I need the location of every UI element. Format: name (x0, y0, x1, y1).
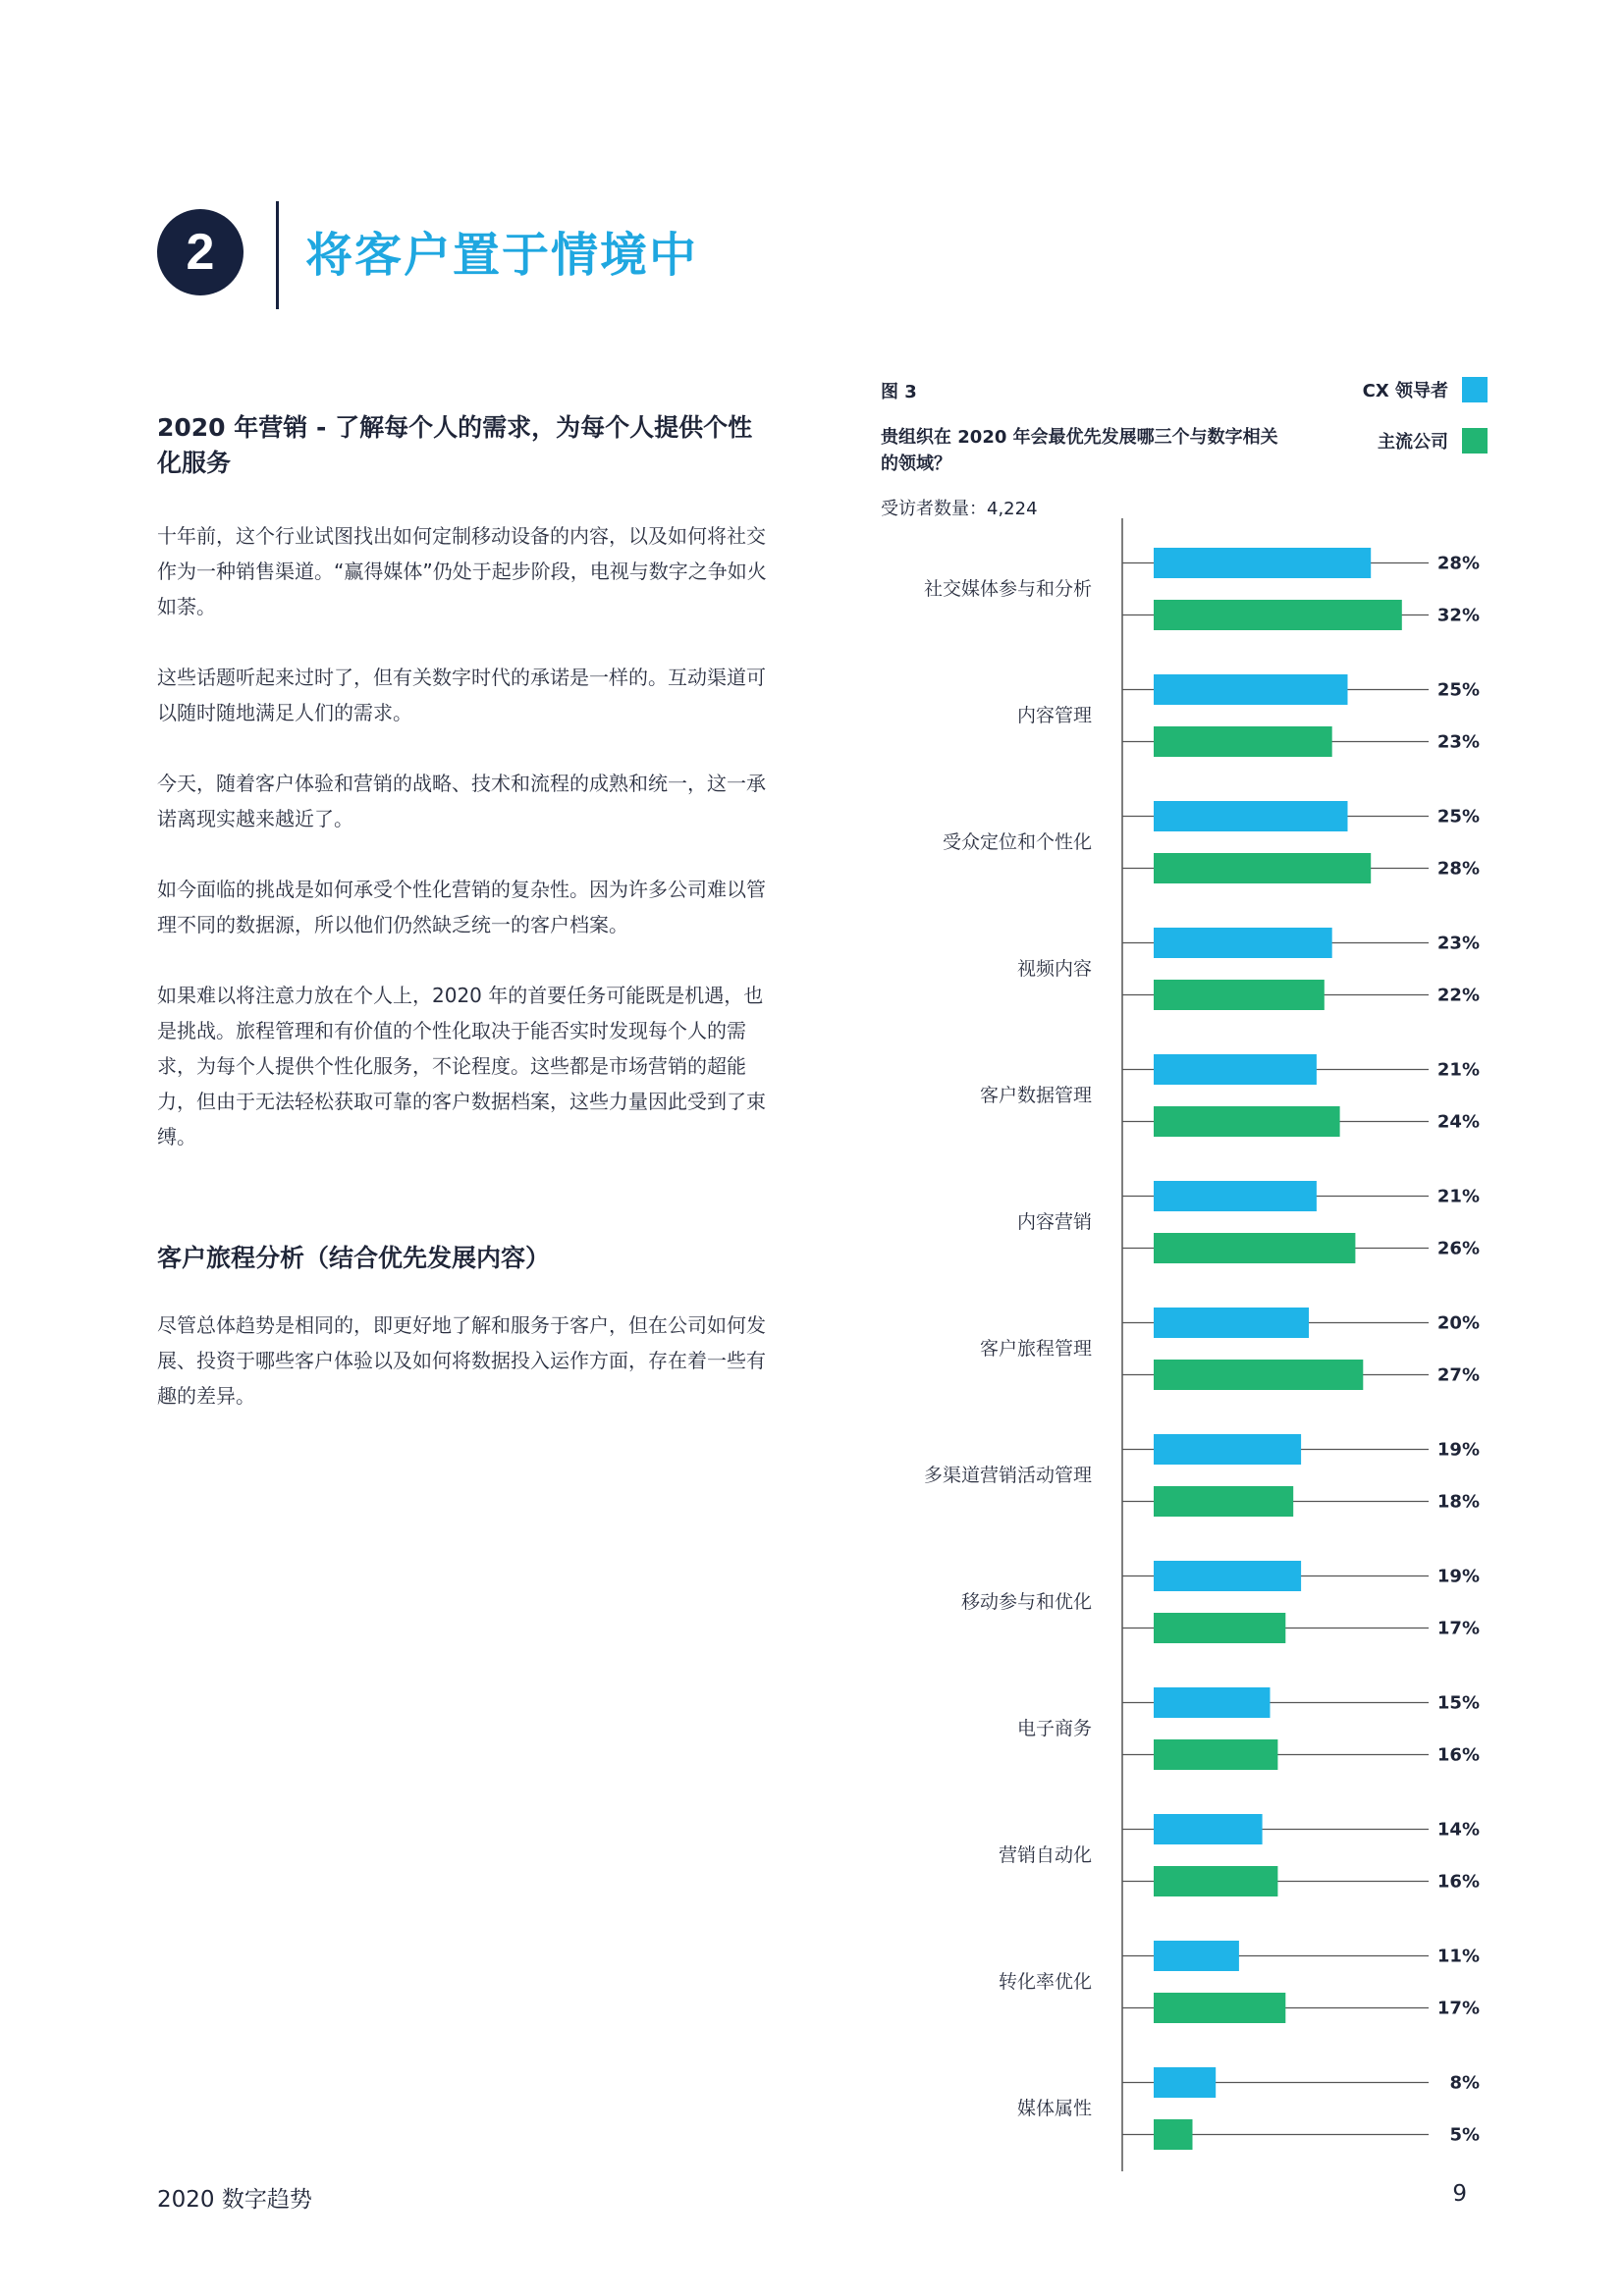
bar-cx-leaders (1154, 1308, 1309, 1338)
legend-label: CX 领导者 (1362, 381, 1448, 401)
value-label: 15% (1436, 1692, 1480, 1714)
bar-cx-leaders (1154, 674, 1348, 705)
article-paragraph: 这些话题听起来过时了，但有关数字时代的承诺是一样的。互动渠道可以随时随地满足人们的需求。 (157, 666, 766, 724)
section-title: 将客户置于情境中 (305, 228, 699, 283)
value-label: 32% (1436, 605, 1480, 626)
bar-mainstream (1154, 1486, 1293, 1517)
category-label: 多渠道营销活动管理 (923, 1465, 1092, 1486)
value-label: 14% (1436, 1819, 1480, 1841)
value-label: 25% (1436, 806, 1480, 828)
bar-mainstream (1154, 1993, 1285, 2023)
category-label: 电子商务 (1016, 1718, 1092, 1739)
footer-title: 2020 数字趋势 (157, 2187, 312, 2213)
value-label: 19% (1436, 1439, 1480, 1461)
value-label: 18% (1436, 1491, 1480, 1513)
value-label: 20% (1436, 1312, 1480, 1334)
article-paragraph: 如果难以将注意力放在个人上，2020 年的首要任务可能既是机遇，也是挑战。旅程管理和有价值的个性化取决于能否实时发现每个人的需求，为每个人提供个性化服务，不论程度。这些都是市场营销的超能力，但由于无法轻松获取可靠的客户数据档案，这些力量因此受到了束缚。 (157, 984, 766, 1148)
bar-cx-leaders (1154, 1561, 1301, 1591)
bar-mainstream (1154, 726, 1332, 757)
category-label: 受众定位和个性化 (942, 831, 1092, 853)
figure-label: 图 3 (881, 382, 917, 402)
category-label: 营销自动化 (998, 1844, 1092, 1866)
value-label: 5% (1449, 2124, 1480, 2146)
bar-cx-leaders (1154, 1941, 1239, 1971)
article-paragraph: 如今面临的挑战是如何承受个性化营销的复杂性。因为许多公司难以管理不同的数据源，所以他们仍然缺乏统一的客户档案。 (157, 878, 766, 936)
figure-question: 贵组织在 2020 年会最优先发展哪三个与数字相关的领域？ (881, 427, 1278, 474)
category-label: 移动参与和优化 (960, 1591, 1092, 1613)
bar-mainstream (1154, 2119, 1193, 2150)
value-label: 24% (1436, 1111, 1480, 1133)
bar-mainstream (1154, 1106, 1340, 1137)
bar-mainstream (1154, 1360, 1363, 1390)
value-label: 19% (1436, 1566, 1480, 1587)
bar-cx-leaders (1154, 1181, 1317, 1211)
bar-cx-leaders (1154, 1434, 1301, 1465)
bar-cx-leaders (1154, 1687, 1271, 1718)
value-label: 25% (1436, 679, 1480, 701)
category-label: 客户旅程管理 (979, 1338, 1092, 1360)
page-number: 9 (1452, 2181, 1467, 2207)
value-label: 8% (1449, 2072, 1480, 2094)
category-label: 转化率优化 (998, 1971, 1092, 1993)
bar-cx-leaders (1154, 1054, 1317, 1085)
bar-cx-leaders (1154, 548, 1371, 578)
value-label: 11% (1436, 1946, 1480, 1967)
bar-mainstream (1154, 1739, 1277, 1770)
value-label: 28% (1436, 858, 1480, 880)
value-label: 26% (1436, 1238, 1480, 1259)
value-label: 16% (1436, 1871, 1480, 1893)
category-label: 媒体属性 (1016, 2098, 1092, 2119)
bar-cx-leaders (1154, 801, 1348, 831)
article-heading-1: 2020 年营销 - 了解每个人的需求，为每个人提供个性化服务 (157, 413, 753, 477)
article-paragraph: 十年前，这个行业试图找出如何定制移动设备的内容，以及如何将社交作为一种销售渠道。“赢得媒体”仍处于起步阶段，电视与数字之争如火如荼。 (157, 524, 767, 618)
value-label: 28% (1436, 553, 1480, 574)
value-label: 21% (1436, 1186, 1480, 1207)
bar-mainstream (1154, 853, 1371, 883)
bar-mainstream (1154, 980, 1325, 1010)
category-label: 视频内容 (1016, 958, 1092, 980)
category-label: 内容管理 (1016, 705, 1092, 726)
legend-label: 主流公司 (1378, 432, 1448, 453)
bar-mainstream (1154, 1613, 1285, 1643)
bar-mainstream (1154, 1233, 1355, 1263)
bar-mainstream (1154, 1866, 1277, 1896)
category-label: 内容营销 (1016, 1211, 1092, 1233)
bar-cx-leaders (1154, 928, 1332, 958)
value-label: 16% (1436, 1744, 1480, 1766)
value-label: 22% (1436, 985, 1480, 1006)
value-label: 17% (1436, 1998, 1480, 2019)
value-label: 27% (1436, 1364, 1480, 1386)
article-paragraph: 今天，随着客户体验和营销的战略、技术和流程的成熟和统一，这一承诺离现实越来越近了。 (157, 772, 766, 830)
value-label: 23% (1436, 731, 1480, 753)
category-label: 客户数据管理 (979, 1085, 1092, 1106)
article-heading-2: 客户旅程分析（结合优先发展内容） (157, 1244, 551, 1272)
bar-cx-leaders (1154, 2067, 1216, 2098)
article-paragraph: 尽管总体趋势是相同的，即更好地了解和服务于客户，但在公司如何发展、投资于哪些客户体验以及如何将数据投入运作方面，存在着一些有趣的差异。 (157, 1313, 766, 1408)
section-number-badge: 2 (157, 209, 244, 295)
category-label: 社交媒体参与和分析 (923, 578, 1092, 600)
figure-respondents: 受访者数量：4,224 (881, 499, 1038, 519)
bar-cx-leaders (1154, 1814, 1263, 1844)
bar-mainstream (1154, 600, 1402, 630)
value-label: 23% (1436, 933, 1480, 954)
value-label: 21% (1436, 1059, 1480, 1081)
value-label: 17% (1436, 1618, 1480, 1639)
